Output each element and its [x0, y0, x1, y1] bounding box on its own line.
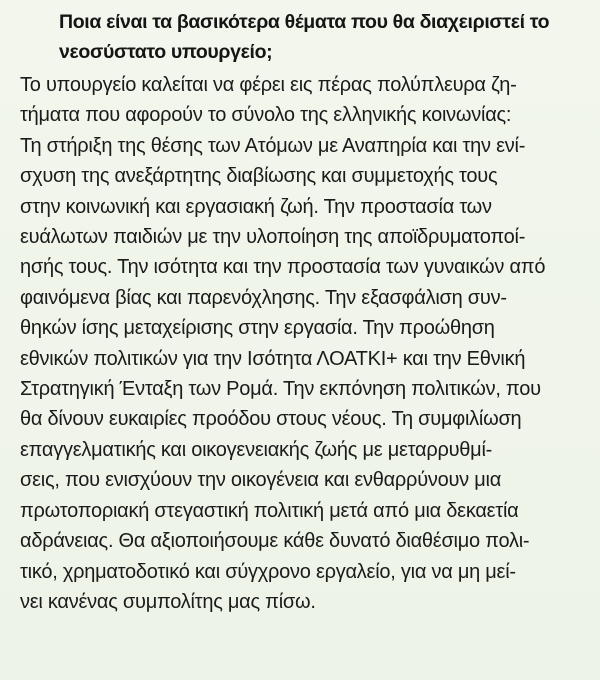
answer-line: σεις, που ενισχύουν την οικογένεια και ενθαρρύνουν μια — [20, 469, 502, 492]
answer-line: Τη στήριξη της θέσης των Ατόμων με Αναπηρία και την ενί- — [20, 134, 526, 157]
answer-line: αδράνειας. Θα αξιοποιήσουμε κάθε δυνατό διαθέσιμο πολι- — [20, 530, 530, 553]
answer-line: τήματα που αφορούν το σύνολο της ελληνικής κοινωνίας: — [20, 104, 512, 127]
interview-answer — [20, 70, 595, 617]
answer-line: ευάλωτων παιδιών με την υλοποίηση της αποϊδρυματοποί- — [20, 226, 526, 249]
interview-question — [59, 7, 594, 67]
answer-line: θα δίνουν ευκαιρίες προόδου στους νέους. Τη συμφιλίωση — [20, 408, 522, 431]
answer-line: σχυση της ανεξάρτητης διαβίωσης και συμμετοχής τους — [20, 165, 498, 188]
question-line: νεοσύστατο υπουργείο; — [59, 41, 273, 63]
answer-line: εθνικών πολιτικών για την Ισότητα ΛΟΑΤΚΙ+ και την Εθνική — [20, 347, 526, 370]
answer-line: Το υπουργείο καλείται να φέρει εις πέρας πολύπλευρα ζη- — [20, 74, 517, 96]
answer-line: πρωτοποριακή στεγαστική πολιτική μετά από μια δεκαετία — [20, 499, 519, 522]
answer-line: Στρατηγική Ένταξη των Ρομά. Την εκπόνηση πολιτικών, που — [20, 378, 541, 401]
question-line: Ποια είναι τα βασικότερα θέματα που θα διαχειριστεί το — [59, 11, 550, 33]
answer-line: νει κανένας συμπολίτης μας πίσω. — [20, 590, 316, 613]
answer-line: ησής τους. Την ισότητα και την προστασία των γυναικών από — [20, 256, 546, 279]
answer-line: θηκών ίσης μεταχείρισης στην εργασία. Την προώθηση — [20, 317, 495, 340]
answer-line: φαινόμενα βίας και παρενόχλησης. Την εξασφάλιση συν- — [20, 286, 507, 309]
answer-line: στην κοινωνική και εργασιακή ζωή. Την προστασία των — [20, 195, 492, 218]
answer-line: επαγγελματικής και οικογενειακής ζωής με μεταρρυθμί- — [20, 438, 493, 461]
answer-line: τικό, χρηματοδοτικό και σύγχρονο εργαλείο, για να μη μεί- — [20, 560, 516, 583]
